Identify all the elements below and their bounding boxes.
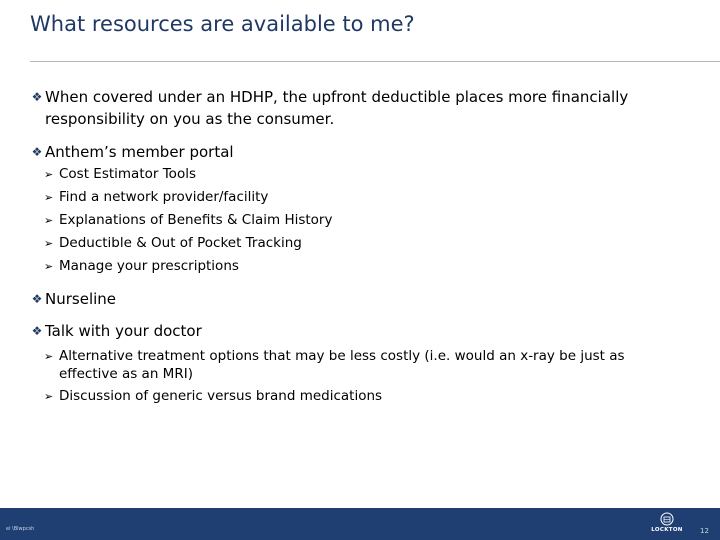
subitem-text: Cost Estimator Tools xyxy=(59,166,196,182)
footer-path-text: ei \Blwpcsh xyxy=(6,526,35,532)
bullet-text: Nurseline xyxy=(45,290,117,308)
bullet-text: When covered under an HDHP, the upfront deductible places more financially xyxy=(45,88,629,106)
slide-title: What resources are available to me? xyxy=(30,12,415,36)
footer-bar xyxy=(0,508,720,540)
arrow-bullet-icon: ➢ xyxy=(44,168,54,181)
subitem-text: Explanations of Benefits & Claim History xyxy=(59,212,333,228)
title-divider xyxy=(30,61,720,62)
bullet-text: Anthem’s member portal xyxy=(45,143,234,161)
bullet-text: Talk with your doctor xyxy=(45,322,202,340)
bullet-text: responsibility on you as the consumer. xyxy=(45,110,335,128)
arrow-bullet-icon: ➢ xyxy=(44,237,54,250)
diamond-bullet-icon: ❖ xyxy=(31,145,43,159)
logo-wordmark: LOCKTON xyxy=(651,527,683,533)
subitem-text: effective as an MRI) xyxy=(59,366,193,382)
subitem-text: Discussion of generic versus brand medications xyxy=(59,388,383,404)
lockton-emblem-icon xyxy=(660,512,674,526)
arrow-bullet-icon: ➢ xyxy=(44,214,54,227)
subitem-text: Deductible & Out of Pocket Tracking xyxy=(59,235,302,251)
lockton-logo xyxy=(646,512,688,538)
diamond-bullet-icon: ❖ xyxy=(31,324,43,338)
arrow-bullet-icon: ➢ xyxy=(44,260,54,273)
arrow-bullet-icon: ➢ xyxy=(44,390,54,403)
diamond-bullet-icon: ❖ xyxy=(31,292,43,306)
diamond-bullet-icon: ❖ xyxy=(31,90,43,104)
subitem-text: Find a network provider/facility xyxy=(59,189,269,205)
subitem-text: Manage your prescriptions xyxy=(59,258,239,274)
subitem-text: Alternative treatment options that may be less costly (i.e. would an x-ray be just as xyxy=(59,348,625,364)
page-number: 12 xyxy=(700,527,709,535)
arrow-bullet-icon: ➢ xyxy=(44,350,54,363)
arrow-bullet-icon: ➢ xyxy=(44,191,54,204)
